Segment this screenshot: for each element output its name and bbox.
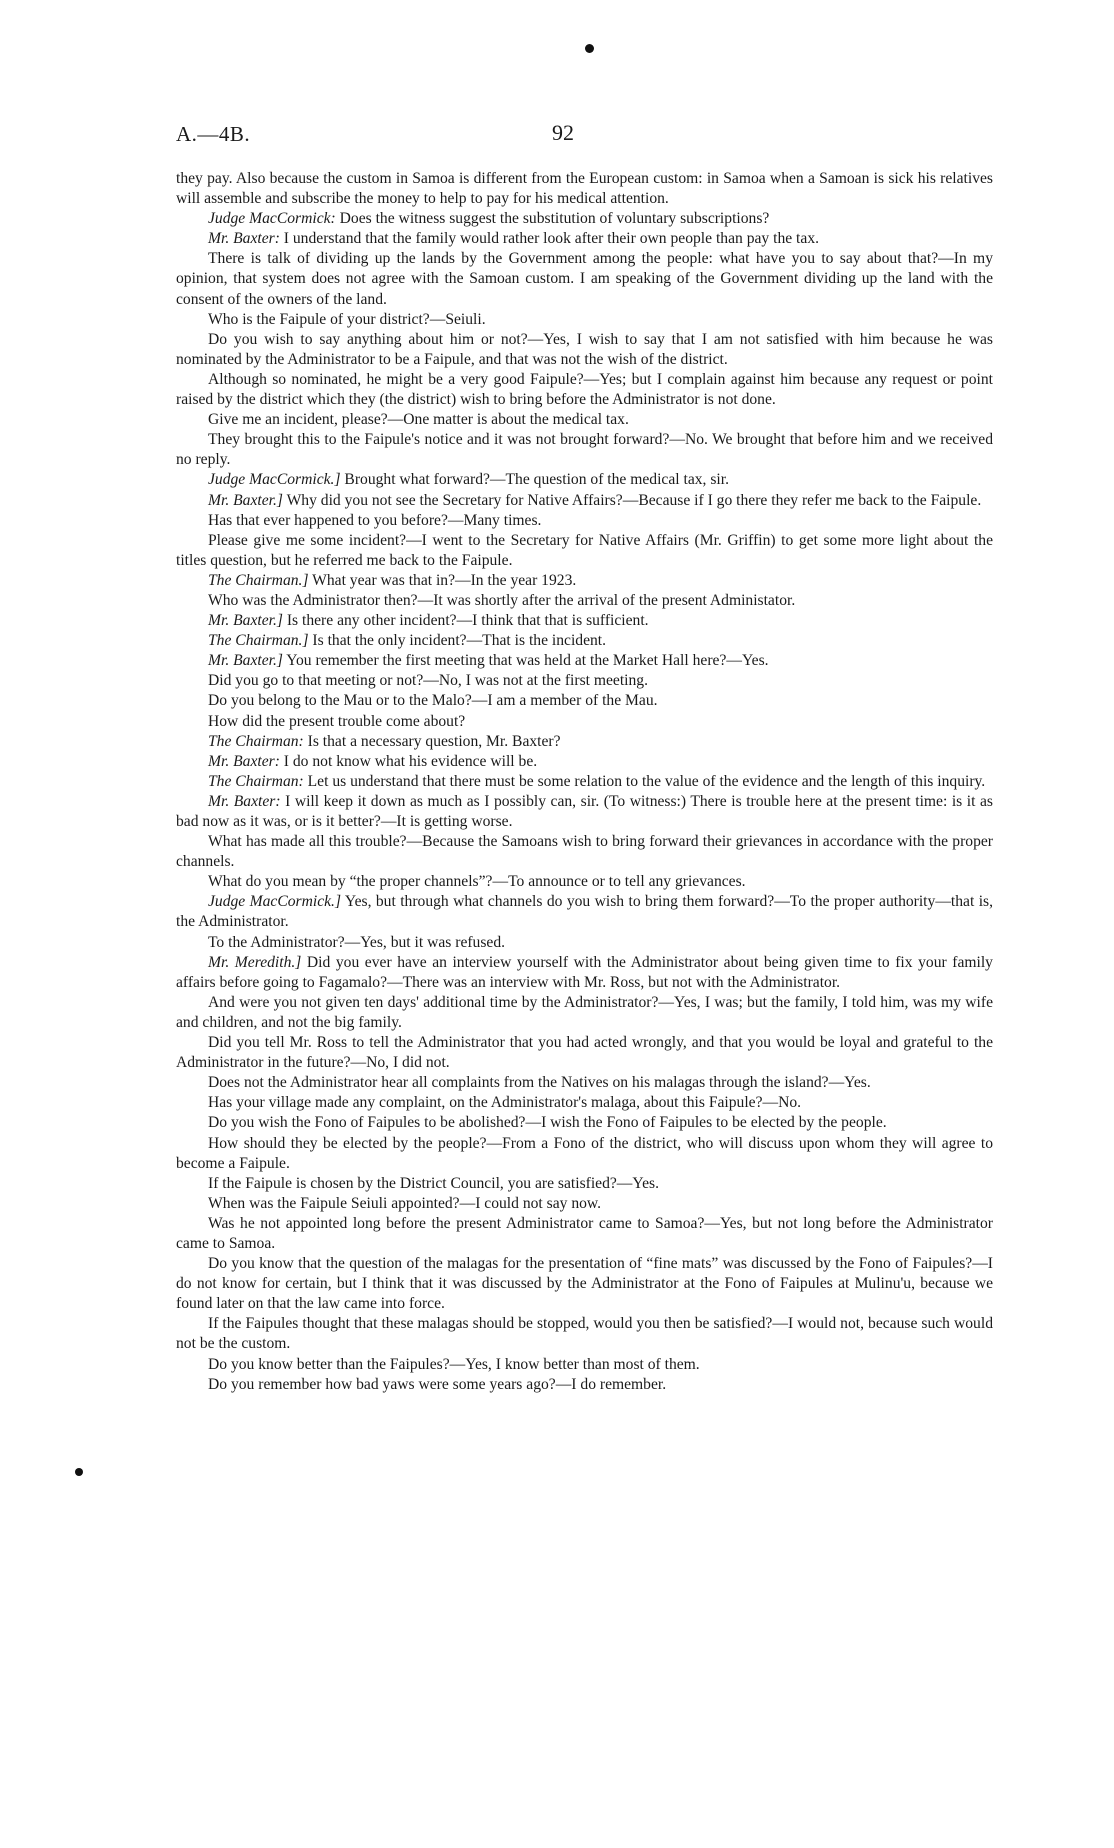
transcript-paragraph [176, 772, 993, 792]
speaker-label: Judge MacCormick: [208, 210, 336, 228]
transcript-paragraph [176, 1174, 993, 1194]
transcript-paragraph [176, 249, 993, 309]
transcript-paragraph [176, 430, 993, 470]
page-number: 92 [552, 120, 574, 145]
paragraph-text: What do you mean by “the proper channels”?—To announce or to tell any grievances. [208, 873, 746, 891]
speaker-label: Mr. Baxter.] [208, 652, 283, 670]
transcript-paragraph [176, 209, 993, 229]
paragraph-text: Why did you not see the Secretary for Native Affairs?—Because if I go there they refer me back to the Faipule. [286, 491, 982, 509]
paragraph-text: Did you ever have an interview yourself with the Administrator about being given time to fix your family affairs before going to Fagamalo?—There was an interview with Mr. Ross, but not with the Administrator. [176, 953, 993, 991]
transcript-paragraph [176, 691, 993, 711]
transcript-paragraph [176, 1254, 993, 1314]
paragraph-text: Did you tell Mr. Ross to tell the Administrator that you had acted wrongly, and that you would be loyal and grateful to the Administrator in the future?—No, I did not. [176, 1034, 993, 1072]
transcript-paragraph [176, 752, 993, 772]
paragraph-text: I will keep it down as much as I possibly can, sir. (To witness:) There is trouble here at the present time: is it as bad now as it was, or is it better?—It is getting worse. [176, 792, 993, 830]
paragraph-text: Did you go to that meeting or not?—No, I was not at the first meeting. [208, 672, 649, 690]
transcript-paragraph [176, 511, 993, 531]
transcript-paragraph [176, 1134, 993, 1174]
paragraph-text: Give me an incident, please?—One matter is about the medical tax. [208, 411, 629, 429]
transcript-paragraph [176, 732, 993, 752]
transcript-paragraph [176, 1355, 993, 1375]
paragraph-text: Although so nominated, he might be a very good Faipule?—Yes; but I complain against him because any request or point raised by the district which they (the district) wish to bring before the Administrator is not done. [176, 370, 993, 409]
paragraph-text: Was he not appointed long before the present Administrator came to Samoa?—Yes, but not long before the Administrator came to Samoa. [176, 1214, 993, 1252]
transcript-paragraph [176, 531, 993, 571]
paragraph-text: Do you know better than the Faipules?—Yes, I know better than most of them. [208, 1355, 700, 1373]
transcript-paragraph [176, 832, 993, 872]
paragraph-text: Do you wish the Fono of Faipules to be abolished?—I wish the Fono of Faipules to be elected by the people. [208, 1114, 887, 1132]
paragraph-text: Let us understand that there must be some relation to the value of the evidence and the length of this inquiry. [307, 772, 986, 790]
paragraph-text: Is that a necessary question, Mr. Baxter? [307, 732, 561, 750]
speaker-label: Judge MacCormick.] [208, 471, 341, 489]
paragraph-text: What year was that in?—In the year 1923. [312, 571, 577, 589]
transcript-paragraph [176, 169, 993, 209]
paragraph-text: Brought what forward?—The question of the medical tax, sir. [344, 471, 729, 489]
transcript-paragraph [176, 310, 993, 330]
paragraph-text: Has that ever happened to you before?—Many times. [208, 511, 542, 529]
paragraph-text: To the Administrator?—Yes, but it was refused. [208, 933, 506, 951]
transcript-paragraph [176, 993, 993, 1033]
paragraph-text: What has made all this trouble?—Because the Samoans wish to bring forward their grievances in accordance with the proper channels. [176, 833, 993, 871]
transcript-paragraph [176, 671, 993, 691]
paragraph-text: How should they be elected by the people?—From a Fono of the district, who will discuss upon whom they will agree to become a Faipule. [176, 1134, 993, 1172]
transcript-paragraph [176, 1073, 993, 1093]
transcript-paragraph [176, 712, 993, 732]
transcript-paragraph [176, 792, 993, 832]
paragraph-text: There is talk of dividing up the lands by the Government among the people: what have you to say about that?—In my opinion, that system does not agree with the Samoan custom. I am speaking of the Government dividing up the land with the consent of the owners of the land. [176, 250, 993, 308]
paragraph-text: How did the present trouble come about? [208, 712, 466, 730]
speaker-label: The Chairman.] [208, 571, 309, 589]
paragraph-text: I understand that the family would rather look after their own people than pay the tax. [283, 230, 820, 248]
paragraph-text: Yes, but through what channels do you wish to bring them forward?—To the proper authority—that is, the Administrator. [176, 893, 994, 931]
speaker-label: Mr. Baxter.] [208, 491, 283, 509]
paragraph-text: Do you belong to the Mau or to the Malo?—I am a member of the Mau. [208, 692, 658, 710]
paragraph-text: They brought this to the Faipule's notice and it was not brought forward?—No. We brought that before him and we received no reply. [176, 431, 993, 469]
transcript-paragraph [176, 1093, 993, 1113]
speaker-label: Mr. Baxter: [208, 752, 280, 770]
transcript-paragraph [176, 410, 993, 430]
paragraph-text: Is that the only incident?—That is the incident. [312, 632, 607, 650]
transcript-paragraph [176, 1033, 993, 1073]
transcript-paragraph [176, 370, 993, 410]
paragraph-text: Has your village made any complaint, on the Administrator's malaga, about this Faipule?—No. [208, 1094, 802, 1112]
transcript-body [176, 169, 993, 1395]
speaker-label: Mr. Baxter.] [208, 612, 283, 630]
transcript-paragraph [176, 1113, 993, 1133]
paragraph-text: Does not the Administrator hear all complaints from the Natives on his malagas through the island?—Yes. [208, 1074, 871, 1092]
paragraph-text: If the Faipules thought that these malagas should be stopped, would you then be satisfied?—I would not, because such would not be the custom. [176, 1315, 993, 1353]
transcript-paragraph [176, 1375, 993, 1395]
speaker-label: Mr. Meredith.] [208, 953, 302, 971]
paragraph-text: Do you know that the question of the malagas for the presentation of “fine mats” was discussed by the Fono of Faipules?—I do not know for certain, but I think that it was discussed by the Administrator at the Fono of Faipules at Mulinu'u, because we found later on that the law came into force. [176, 1255, 993, 1313]
transcript-paragraph [176, 611, 993, 631]
speaker-label: Mr. Baxter: [208, 792, 281, 810]
transcript-paragraph [176, 491, 993, 511]
transcript-paragraph [176, 933, 993, 953]
transcript-paragraph [176, 872, 993, 892]
transcript-paragraph [176, 953, 993, 993]
paragraph-text: I do not know what his evidence will be. [283, 752, 538, 770]
transcript-paragraph [176, 591, 993, 611]
paragraph-text: Do you wish to say anything about him or not?—Yes, I wish to say that I am not satisfied with him because he was nominated by the Administrator to be a Faipule, and that was not the wish of the district. [176, 330, 993, 368]
paragraph-text: Does the witness suggest the substitution of voluntary subscriptions? [339, 210, 770, 228]
paragraph-text: You remember the first meeting that was held at the Market Hall here?—Yes. [286, 652, 769, 670]
ink-dot-mark [585, 44, 594, 53]
transcript-paragraph [176, 330, 993, 370]
transcript-paragraph [176, 229, 993, 249]
transcript-paragraph [176, 1314, 993, 1354]
paragraph-text: Who is the Faipule of your district?—Seiuli. [208, 310, 486, 328]
transcript-paragraph [176, 571, 993, 591]
speaker-label: The Chairman: [208, 772, 304, 790]
paragraph-text: they pay. Also because the custom in Samoa is different from the European custom: in Samoa when a Samoan is sick his relatives will assemble and subscribe the money to help to pay for his medical attention. [176, 170, 993, 208]
transcript-paragraph [176, 651, 993, 671]
margin-ink-dot [75, 1468, 83, 1476]
paragraph-text: Is there any other incident?—I think that that is sufficient. [286, 612, 649, 630]
paragraph-text: Who was the Administrator then?—It was shortly after the arrival of the present Administator. [208, 591, 796, 609]
transcript-paragraph [176, 1194, 993, 1214]
paragraph-text: If the Faipule is chosen by the District Council, you are satisfied?—Yes. [208, 1174, 659, 1192]
transcript-paragraph [176, 892, 993, 932]
paragraph-text: And were you not given ten days' additional time by the Administrator?—Yes, I was; but the family, I told him, was my wife and children, and not the big family. [176, 993, 993, 1031]
speaker-label: Mr. Baxter: [208, 230, 280, 248]
paragraph-text: Do you remember how bad yaws were some years ago?—I do remember. [208, 1375, 667, 1393]
paragraph-text: Please give me some incident?—I went to the Secretary for Native Affairs (Mr. Griffin) to get some more light about the titles question, but he referred me back to the Faipule. [176, 531, 993, 569]
document-reference: A.—4B. [176, 122, 251, 146]
transcript-paragraph [176, 470, 993, 490]
speaker-label: The Chairman.] [208, 632, 309, 650]
speaker-label: The Chairman: [208, 732, 304, 750]
transcript-paragraph [176, 631, 993, 651]
speaker-label: Judge MacCormick.] [208, 893, 342, 911]
paragraph-text: When was the Faipule Seiuli appointed?—I could not say now. [208, 1194, 602, 1212]
transcript-paragraph [176, 1214, 993, 1254]
